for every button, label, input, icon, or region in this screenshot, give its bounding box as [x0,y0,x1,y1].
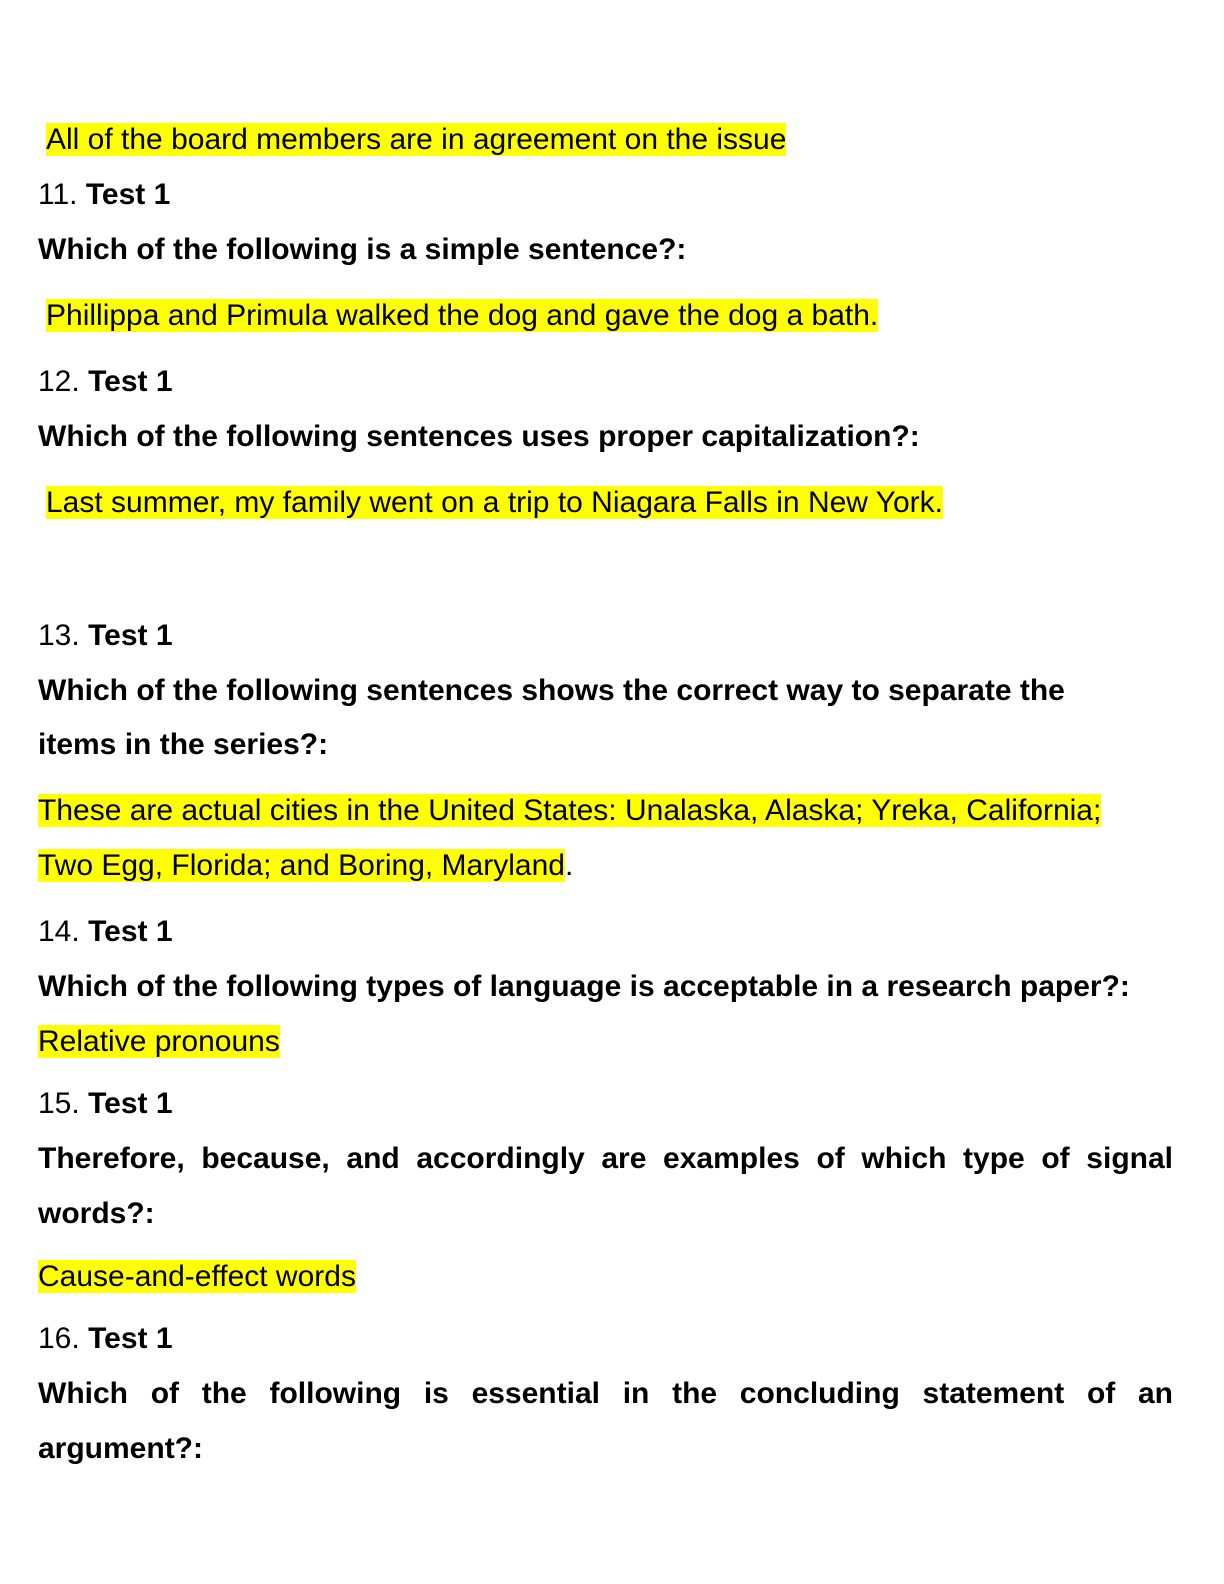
answer-14: Relative pronouns [38,1025,280,1058]
question-13-text-line-1: Which of the following sentences shows the correct way to separate the [38,674,1065,707]
answer-13-line-1: These are actual cities in the United States: Unalaska, Alaska; Yreka, California; [38,794,1102,827]
question-15-text-line-1: Therefore, because, and accordingly are examples of which type of signal [38,1142,1173,1175]
question-14-text: Which of the following types of language is acceptable in a research paper?: [38,970,1130,1003]
question-13-text-line-2: items in the series?: [38,728,329,761]
question-16-text-line-2: argument?: [38,1432,203,1465]
question-15-heading: 15. Test 1 [38,1087,173,1120]
answer-11: Phillippa and Primula walked the dog and gave the dog a bath. [46,299,879,332]
question-11-text: Which of the following is a simple sentence?: [38,233,687,266]
answer-10: All of the board members are in agreement on the issue [46,123,787,156]
question-16-text-line-1: Which of the following is essential in the concluding statement of an [38,1377,1173,1410]
answer-15: Cause-and-effect words [38,1260,356,1293]
question-14-heading: 14. Test 1 [38,915,173,948]
question-15-text-line-2: words?: [38,1197,155,1230]
question-12-heading: 12. Test 1 [38,365,173,398]
answer-13-line-2: Two Egg, Florida; and Boring, Maryland. [38,849,574,882]
answer-12: Last summer, my family went on a trip to Niagara Falls in New York. [46,486,944,519]
question-12-text: Which of the following sentences uses proper capitalization?: [38,420,920,453]
question-16-heading: 16. Test 1 [38,1322,173,1355]
question-11-heading: 11. Test 1 [38,178,171,211]
question-13-heading: 13. Test 1 [38,619,173,652]
